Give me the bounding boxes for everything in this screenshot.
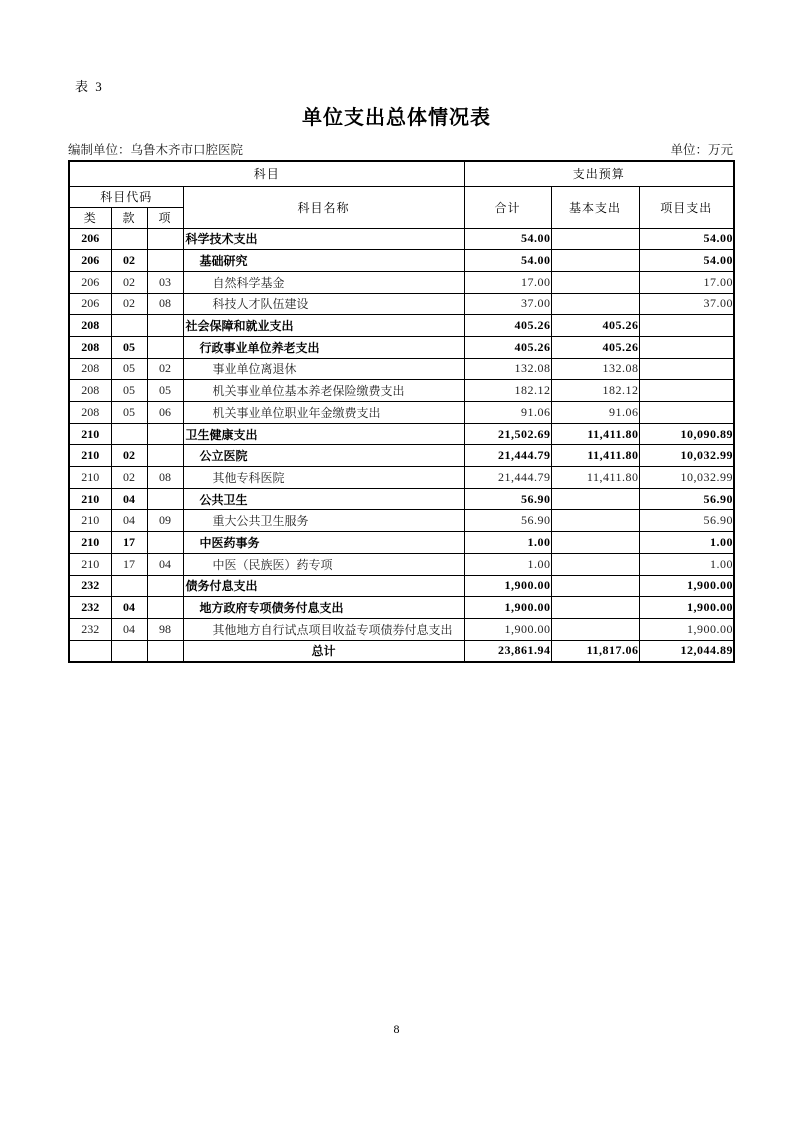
- cell-total: 21,444.79: [464, 445, 551, 467]
- cell-total: 56.90: [464, 510, 551, 532]
- cell-basic-expenditure: [551, 575, 639, 597]
- table-row: [69, 445, 734, 467]
- cell-basic-expenditure: [551, 271, 639, 293]
- cell-total: 56.90: [464, 488, 551, 510]
- cell-basic-expenditure: 11,411.80: [551, 423, 639, 445]
- table-row: [69, 228, 734, 250]
- cell-project-expenditure: 10,032.99: [639, 467, 734, 489]
- cell-item: 08: [147, 293, 183, 315]
- cell-project-expenditure: 54.00: [639, 250, 734, 272]
- cell-item: [147, 228, 183, 250]
- cell-total: 54.00: [464, 250, 551, 272]
- cell-item: [147, 532, 183, 554]
- cell-subject-name: 行政事业单位养老支出: [183, 336, 464, 358]
- cell-subject-name: 债务付息支出: [183, 575, 464, 597]
- cell-project-expenditure: 37.00: [639, 293, 734, 315]
- cell-total: 405.26: [464, 336, 551, 358]
- cell-section: [111, 423, 147, 445]
- cell-project-expenditure: [639, 336, 734, 358]
- cell-item: [147, 488, 183, 510]
- table-row: [69, 532, 734, 554]
- cell-total: 1,900.00: [464, 618, 551, 640]
- cell-total: 23,861.94: [464, 640, 551, 662]
- table-row: [69, 336, 734, 358]
- cell-class: 210: [69, 467, 111, 489]
- cell-class: 208: [69, 315, 111, 337]
- cell-class: 206: [69, 271, 111, 293]
- cell-item: [147, 445, 183, 467]
- cell-section: 05: [111, 336, 147, 358]
- table-row: [69, 315, 734, 337]
- cell-subject-name: 公共卫生: [183, 488, 464, 510]
- cell-basic-expenditure: [551, 618, 639, 640]
- cell-class: 206: [69, 250, 111, 272]
- cell-total: 17.00: [464, 271, 551, 293]
- cell-project-expenditure: [639, 358, 734, 380]
- cell-project-expenditure: [639, 402, 734, 424]
- cell-subject-name: 事业单位离退休: [183, 358, 464, 380]
- cell-basic-expenditure: [551, 293, 639, 315]
- cell-total: 182.12: [464, 380, 551, 402]
- cell-basic-expenditure: 91.06: [551, 402, 639, 424]
- page-number: 8: [393, 1022, 400, 1036]
- table-row: [69, 618, 734, 640]
- cell-subject-name: 总计: [183, 640, 464, 662]
- cell-basic-expenditure: [551, 488, 639, 510]
- page-title: 单位支出总体情况表: [302, 107, 491, 129]
- cell-item: [147, 423, 183, 445]
- cell-project-expenditure: 1,900.00: [639, 575, 734, 597]
- table-row: [69, 510, 734, 532]
- cell-section: [111, 575, 147, 597]
- cell-basic-expenditure: [551, 228, 639, 250]
- cell-section: 05: [111, 402, 147, 424]
- cell-basic-expenditure: 182.12: [551, 380, 639, 402]
- cell-subject-name: 中医药事务: [183, 532, 464, 554]
- cell-subject-name: 基础研究: [183, 250, 464, 272]
- cell-class: 208: [69, 336, 111, 358]
- cell-item: 02: [147, 358, 183, 380]
- cell-basic-expenditure: 405.26: [551, 315, 639, 337]
- cell-basic-expenditure: 405.26: [551, 336, 639, 358]
- cell-total: 37.00: [464, 293, 551, 315]
- cell-class: 208: [69, 402, 111, 424]
- cell-basic-expenditure: [551, 553, 639, 575]
- cell-total: 1,900.00: [464, 575, 551, 597]
- table-row: [69, 271, 734, 293]
- prepared-by-label: 编制单位：乌鲁木齐市口腔医院: [68, 143, 244, 157]
- header-project-expenditure: 项目支出: [639, 186, 734, 228]
- cell-basic-expenditure: [551, 250, 639, 272]
- cell-total: 21,502.69: [464, 423, 551, 445]
- table-row: [69, 358, 734, 380]
- cell-class: 208: [69, 358, 111, 380]
- cell-item: [147, 315, 183, 337]
- cell-item: 03: [147, 271, 183, 293]
- cell-section: 02: [111, 467, 147, 489]
- cell-item: [147, 640, 183, 662]
- cell-project-expenditure: 10,032.99: [639, 445, 734, 467]
- cell-basic-expenditure: 11,411.80: [551, 445, 639, 467]
- cell-class: 210: [69, 553, 111, 575]
- cell-basic-expenditure: 11,817.06: [551, 640, 639, 662]
- cell-section: 04: [111, 618, 147, 640]
- cell-section: 05: [111, 380, 147, 402]
- table-total-row: [69, 640, 734, 662]
- cell-item: [147, 336, 183, 358]
- cell-project-expenditure: 54.00: [639, 228, 734, 250]
- header-class: 类: [69, 207, 111, 228]
- cell-basic-expenditure: 132.08: [551, 358, 639, 380]
- cell-item: 08: [147, 467, 183, 489]
- cell-project-expenditure: 10,090.89: [639, 423, 734, 445]
- table-row: [69, 597, 734, 619]
- header-subject-name: 科目名称: [183, 186, 464, 228]
- cell-class: 232: [69, 575, 111, 597]
- table-row: [69, 380, 734, 402]
- cell-subject-name: 科技人才队伍建设: [183, 293, 464, 315]
- table-row: [69, 553, 734, 575]
- cell-section: 05: [111, 358, 147, 380]
- cell-total: 1,900.00: [464, 597, 551, 619]
- cell-total: 21,444.79: [464, 467, 551, 489]
- cell-subject-name: 公立医院: [183, 445, 464, 467]
- cell-class: 210: [69, 423, 111, 445]
- header-budget-group: 支出预算: [464, 161, 734, 186]
- header-item: 项: [147, 207, 183, 228]
- cell-project-expenditure: 12,044.89: [639, 640, 734, 662]
- cell-basic-expenditure: [551, 532, 639, 554]
- table-body: [69, 228, 734, 662]
- cell-total: 1.00: [464, 532, 551, 554]
- cell-project-expenditure: [639, 315, 734, 337]
- table-row: [69, 250, 734, 272]
- cell-project-expenditure: 17.00: [639, 271, 734, 293]
- cell-total: 54.00: [464, 228, 551, 250]
- cell-basic-expenditure: [551, 597, 639, 619]
- table-row: [69, 488, 734, 510]
- cell-class: 232: [69, 597, 111, 619]
- cell-class: 208: [69, 380, 111, 402]
- cell-section: 04: [111, 510, 147, 532]
- cell-basic-expenditure: 11,411.80: [551, 467, 639, 489]
- cell-class: 232: [69, 618, 111, 640]
- cell-class: 210: [69, 532, 111, 554]
- cell-class: 210: [69, 488, 111, 510]
- cell-class: 206: [69, 228, 111, 250]
- cell-project-expenditure: [639, 380, 734, 402]
- cell-subject-name: 社会保障和就业支出: [183, 315, 464, 337]
- cell-project-expenditure: 1.00: [639, 532, 734, 554]
- cell-subject-name: 卫生健康支出: [183, 423, 464, 445]
- header-total: 合计: [464, 186, 551, 228]
- cell-item: [147, 597, 183, 619]
- cell-class: [69, 640, 111, 662]
- table-number-label: 表 3: [75, 79, 104, 94]
- cell-subject-name: 科学技术支出: [183, 228, 464, 250]
- cell-section: 04: [111, 488, 147, 510]
- cell-total: 132.08: [464, 358, 551, 380]
- cell-class: 206: [69, 293, 111, 315]
- cell-subject-name: 其他专科医院: [183, 467, 464, 489]
- header-subject-group: 科目: [69, 161, 464, 186]
- table-row: [69, 293, 734, 315]
- cell-item: 04: [147, 553, 183, 575]
- cell-section: [111, 315, 147, 337]
- cell-section: 02: [111, 271, 147, 293]
- cell-subject-name: 其他地方自行试点项目收益专项债券付息支出: [183, 618, 464, 640]
- cell-project-expenditure: 1.00: [639, 553, 734, 575]
- cell-class: 210: [69, 445, 111, 467]
- cell-section: [111, 640, 147, 662]
- cell-subject-name: 机关事业单位职业年金缴费支出: [183, 402, 464, 424]
- cell-section: 02: [111, 250, 147, 272]
- table-row: [69, 575, 734, 597]
- expenditure-table: [68, 160, 735, 663]
- cell-project-expenditure: 1,900.00: [639, 597, 734, 619]
- cell-item: 98: [147, 618, 183, 640]
- cell-item: 09: [147, 510, 183, 532]
- header-basic-expenditure: 基本支出: [551, 186, 639, 228]
- table-row: [69, 423, 734, 445]
- cell-item: [147, 575, 183, 597]
- cell-section: 04: [111, 597, 147, 619]
- table-meta-row: [68, 140, 733, 158]
- cell-section: 17: [111, 532, 147, 554]
- cell-section: [111, 228, 147, 250]
- cell-subject-name: 机关事业单位基本养老保险缴费支出: [183, 380, 464, 402]
- table-row: [69, 402, 734, 424]
- cell-section: 02: [111, 445, 147, 467]
- cell-item: 05: [147, 380, 183, 402]
- cell-item: 06: [147, 402, 183, 424]
- cell-subject-name: 自然科学基金: [183, 271, 464, 293]
- cell-section: 02: [111, 293, 147, 315]
- cell-project-expenditure: 56.90: [639, 488, 734, 510]
- cell-total: 91.06: [464, 402, 551, 424]
- cell-class: 210: [69, 510, 111, 532]
- cell-subject-name: 重大公共卫生服务: [183, 510, 464, 532]
- cell-section: 17: [111, 553, 147, 575]
- unit-label: 单位：万元: [670, 143, 733, 157]
- cell-basic-expenditure: [551, 510, 639, 532]
- cell-project-expenditure: 1,900.00: [639, 618, 734, 640]
- cell-total: 405.26: [464, 315, 551, 337]
- cell-subject-name: 中医（民族医）药专项: [183, 553, 464, 575]
- cell-project-expenditure: 56.90: [639, 510, 734, 532]
- table-row: [69, 467, 734, 489]
- cell-item: [147, 250, 183, 272]
- header-section: 款: [111, 207, 147, 228]
- cell-total: 1.00: [464, 553, 551, 575]
- header-subject-code: 科目代码: [69, 186, 183, 207]
- cell-subject-name: 地方政府专项债务付息支出: [183, 597, 464, 619]
- table-header: [69, 161, 734, 228]
